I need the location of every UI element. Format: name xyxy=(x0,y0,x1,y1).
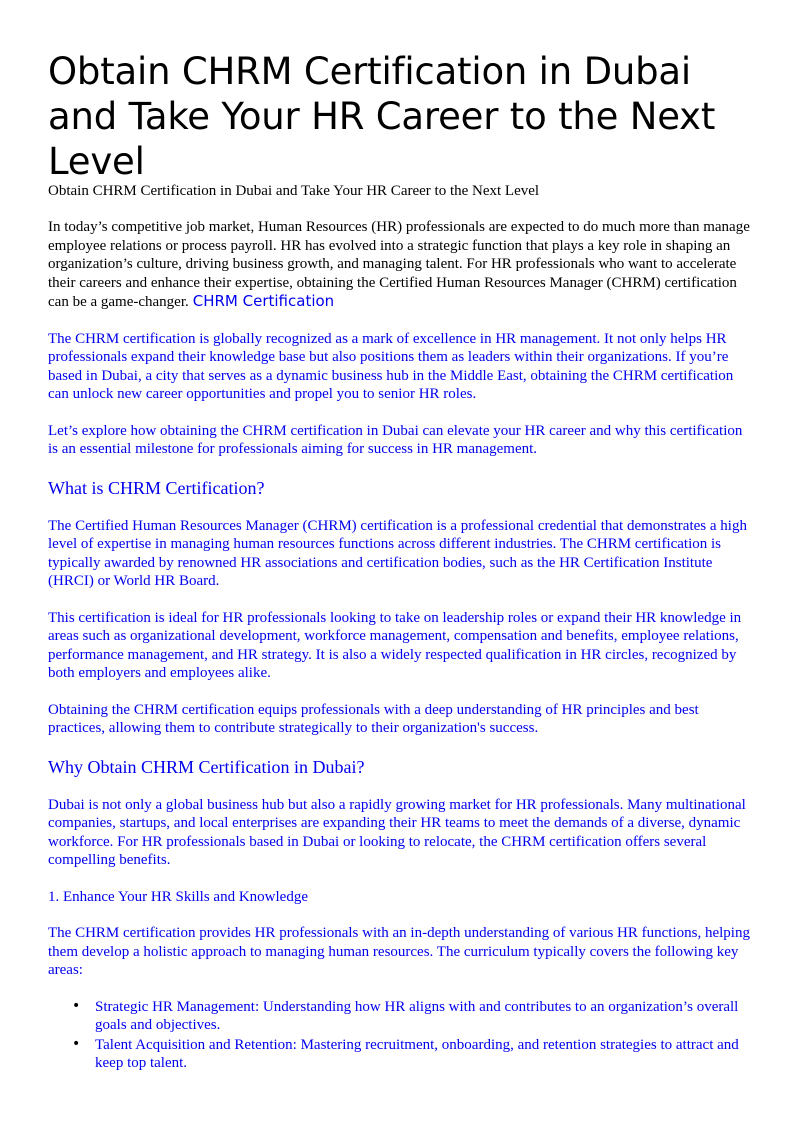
list-item xyxy=(72,997,753,1035)
paragraph-chrm-definition: The Certified Human Resources Manager (CHRM) certification is a professional credential that demonstrates a high level of expertise in managing human resources functions across different industries. The CHRM certification is typically awarded by renowned HR associations and certification bodies, such as the HR Certification Institute (HRCI) or World HR Board. xyxy=(48,517,747,589)
list-item-text: Talent Acquisition and Retention: Mastering recruitment, onboarding, and retention strategies to attract and keep top talent. xyxy=(95,1036,739,1071)
intro-paragraph xyxy=(48,218,753,312)
paragraph-dubai-hub: Dubai is not only a global business hub but also a rapidly growing market for HR professionals. Many multinational companies, startups, and local enterprises are expanding their HR teams to meet the demands of a diverse, dynamic workforce. For HR professionals based in Dubai or looking to relocate, the CHRM certification offers several compelling benefits. xyxy=(48,796,746,868)
heading-what-is-chrm: What is CHRM Certification? xyxy=(48,477,265,498)
paragraph-recognition: The CHRM certification is globally recognized as a mark of excellence in HR management. It not only helps HR professionals expand their knowledge base but also positions them as leaders within their organizations. If you’re based in Dubai, a city that serves as a dynamic business hub in the Middle East, obtaining the CHRM certification can unlock new career opportunities and propel you to senior HR roles. xyxy=(48,330,734,402)
page-title: Obtain CHRM Certification in Dubai and Take Your HR Career to the Next Level xyxy=(48,50,716,183)
document-page xyxy=(48,0,753,1074)
bullet-icon: • xyxy=(72,997,81,1014)
chrm-certification-link[interactable]: CHRM Certification xyxy=(192,292,335,310)
key-areas-list xyxy=(48,998,753,1073)
intro-text: In today’s competitive job market, Human Resources (HR) professionals are expected to do much more than manage employee relations or process payroll. HR has evolved into a strategic function that plays a key role in shaping an organization’s culture, driving business growth, and managing talent. For HR professionals who want to accelerate their careers and enhance their expertise, obtaining the Certified Human Resources Manager (CHRM) certification can be a game-changer. xyxy=(48,219,750,310)
paragraph-ideal-for: This certification is ideal for HR professionals looking to take on leadership roles or expand their HR knowledge in areas such as organizational development, workforce management, compensation and benefits, employee relations, performance management, and HR strategy. It is also a widely respected qualification in HR circles, recognized by both employers and employees alike. xyxy=(48,609,742,681)
subheading-enhance-skills: 1. Enhance Your HR Skills and Knowledge xyxy=(48,888,308,905)
bullet-icon: • xyxy=(72,1035,81,1052)
paragraph-explore: Let’s explore how obtaining the CHRM certification in Dubai can elevate your HR career and why this certification is an essential milestone for professionals aiming for success in HR management. xyxy=(48,422,743,457)
paragraph-curriculum: The CHRM certification provides HR professionals with an in-depth understanding of various HR functions, helping them develop a holistic approach to managing human resources. The curriculum typically covers the following key areas: xyxy=(48,925,750,978)
page-subtitle: Obtain CHRM Certification in Dubai and Take Your HR Career to the Next Level xyxy=(48,183,540,199)
list-item-text: Strategic HR Management: Understanding how HR aligns with and contributes to an organization’s overall goals and objectives. xyxy=(95,998,739,1033)
list-item xyxy=(72,1035,753,1073)
heading-why-dubai: Why Obtain CHRM Certification in Dubai? xyxy=(48,756,365,777)
paragraph-equips: Obtaining the CHRM certification equips professionals with a deep understanding of HR principles and best practices, allowing them to contribute strategically to their organization's success. xyxy=(48,701,699,736)
